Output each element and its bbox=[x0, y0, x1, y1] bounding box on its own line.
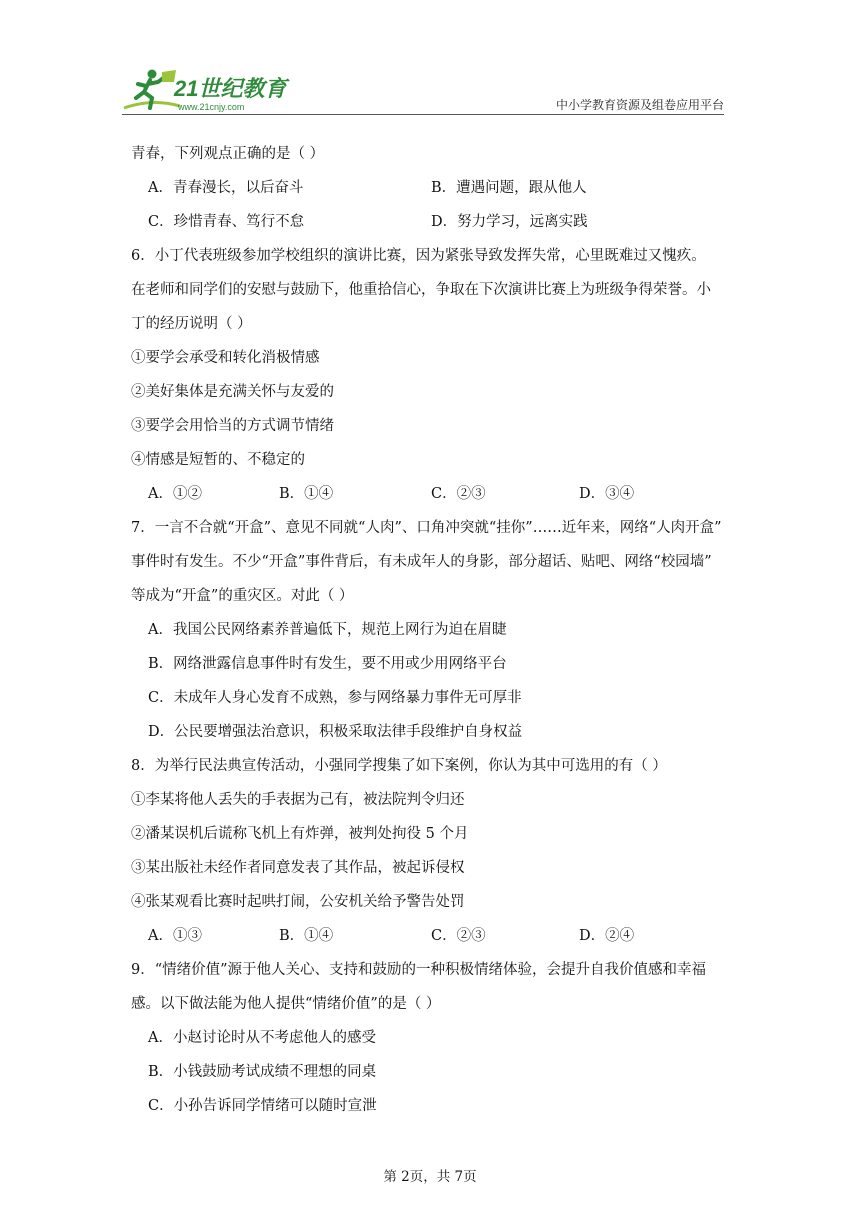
q6-statement: ①要学会承受和转化消极情感 bbox=[131, 350, 320, 366]
q6-option-d: D．③④ bbox=[579, 486, 635, 502]
q7-stem-line: 等成为“开盒”的重灾区。对此（ ） bbox=[131, 588, 354, 604]
q7-option-c: C．未成年人身心发育不成熟，参与网络暴力事件无可厚非 bbox=[148, 690, 522, 706]
q5-option-b: B．遭遇问题，跟从他人 bbox=[431, 180, 587, 196]
q8-option-d: D．②④ bbox=[579, 928, 635, 944]
runner-logo-icon bbox=[122, 68, 292, 116]
q8-statement: ②潘某误机后谎称飞机上有炸弹，被判处拘役 5 个月 bbox=[131, 826, 469, 842]
q7-stem-line: 7．一言不合就“开盒”、意见不同就“人肉”、口角冲突就“挂你”……近年来，网络“人肉开盒” bbox=[131, 520, 722, 536]
q8-statement: ④张某观看比赛时起哄打闹，公安机关给予警告处罚 bbox=[131, 894, 465, 910]
q5-option-c: C．珍惜青春、笃行不怠 bbox=[148, 214, 305, 230]
q8-stem-line: 8．为举行民法典宣传活动，小强同学搜集了如下案例，你认为其中可选用的有（ ） bbox=[131, 758, 667, 774]
q5-options-row1 bbox=[131, 171, 731, 205]
q8-option-a: A．①③ bbox=[148, 928, 202, 944]
q6-options-row bbox=[131, 477, 731, 511]
q8-statement: ③某出版社未经作者同意发表了其作品，被起诉侵权 bbox=[131, 860, 465, 876]
q5-option-a: A．青春漫长，以后奋斗 bbox=[148, 180, 304, 196]
q6-option-c: C．②③ bbox=[431, 486, 486, 502]
q8-statement: ①李某将他人丢失的手表据为己有，被法院判令归还 bbox=[131, 792, 465, 808]
page-number: 第 2页，共 7页 bbox=[383, 1169, 477, 1185]
logo-url: www.21cnjy.com bbox=[178, 102, 245, 112]
q6-statement: ②美好集体是充满关怀与友爱的 bbox=[131, 384, 334, 400]
q9-stem-line: 感。以下做法能为他人提供“情绪价值”的是（ ） bbox=[131, 996, 441, 1012]
q6-statement: ③要学会用恰当的方式调节情绪 bbox=[131, 418, 334, 434]
q6-stem-line: 丁的经历说明（ ） bbox=[131, 316, 252, 332]
q5-option-d: D．努力学习，远离实践 bbox=[431, 214, 588, 230]
q7-option-d: D．公民要增强法治意识，积极采取法律手段维护自身权益 bbox=[148, 724, 523, 740]
header-divider bbox=[122, 114, 724, 115]
logo-text: 21世纪教育 bbox=[174, 76, 287, 101]
exam-content bbox=[131, 137, 731, 1123]
q6-stem-line: 6．小丁代表班级参加学校组织的演讲比赛，因为紧张导致发挥失常，心里既难过又愧疚。 bbox=[131, 248, 706, 264]
q6-statement: ④情感是短暂的、不稳定的 bbox=[131, 452, 305, 468]
q6-option-b: B．①④ bbox=[279, 486, 334, 502]
q8-options-row bbox=[131, 919, 731, 953]
q5-options-row2 bbox=[131, 205, 731, 239]
page-header bbox=[122, 64, 724, 116]
q6-stem-line: 在老师和同学们的安慰与鼓励下，他重拾信心，争取在下次演讲比赛上为班级争得荣誉。小 bbox=[131, 282, 711, 298]
q9-option-c: C．小孙告诉同学情绪可以随时宣泄 bbox=[148, 1098, 377, 1114]
q8-option-b: B．①④ bbox=[279, 928, 334, 944]
q5-stem: 青春，下列观点正确的是（ ） bbox=[131, 146, 325, 162]
q8-option-c: C．②③ bbox=[431, 928, 486, 944]
q6-option-a: A．①② bbox=[148, 486, 202, 502]
q7-stem-line: 事件时有发生。不少“开盒”事件背后，有未成年人的身影，部分超话、贴吧、网络“校园墙” bbox=[131, 554, 712, 570]
q7-option-b: B．网络泄露信息事件时有发生，要不用或少用网络平台 bbox=[148, 656, 507, 672]
q9-option-b: B．小钱鼓励考试成绩不理想的同桌 bbox=[148, 1064, 377, 1080]
q9-stem-line: 9．“情绪价值”源于他人关心、支持和鼓励的一种积极情绪体验，会提升自我价值感和幸福 bbox=[131, 962, 707, 978]
platform-name: 中小学教育资源及组卷应用平台 bbox=[555, 98, 724, 112]
q9-option-a: A．小赵讨论时从不考虑他人的感受 bbox=[148, 1030, 376, 1046]
q7-option-a: A．我国公民网络素养普遍低下，规范上网行为迫在眉睫 bbox=[148, 622, 507, 638]
brand-logo bbox=[122, 68, 292, 116]
